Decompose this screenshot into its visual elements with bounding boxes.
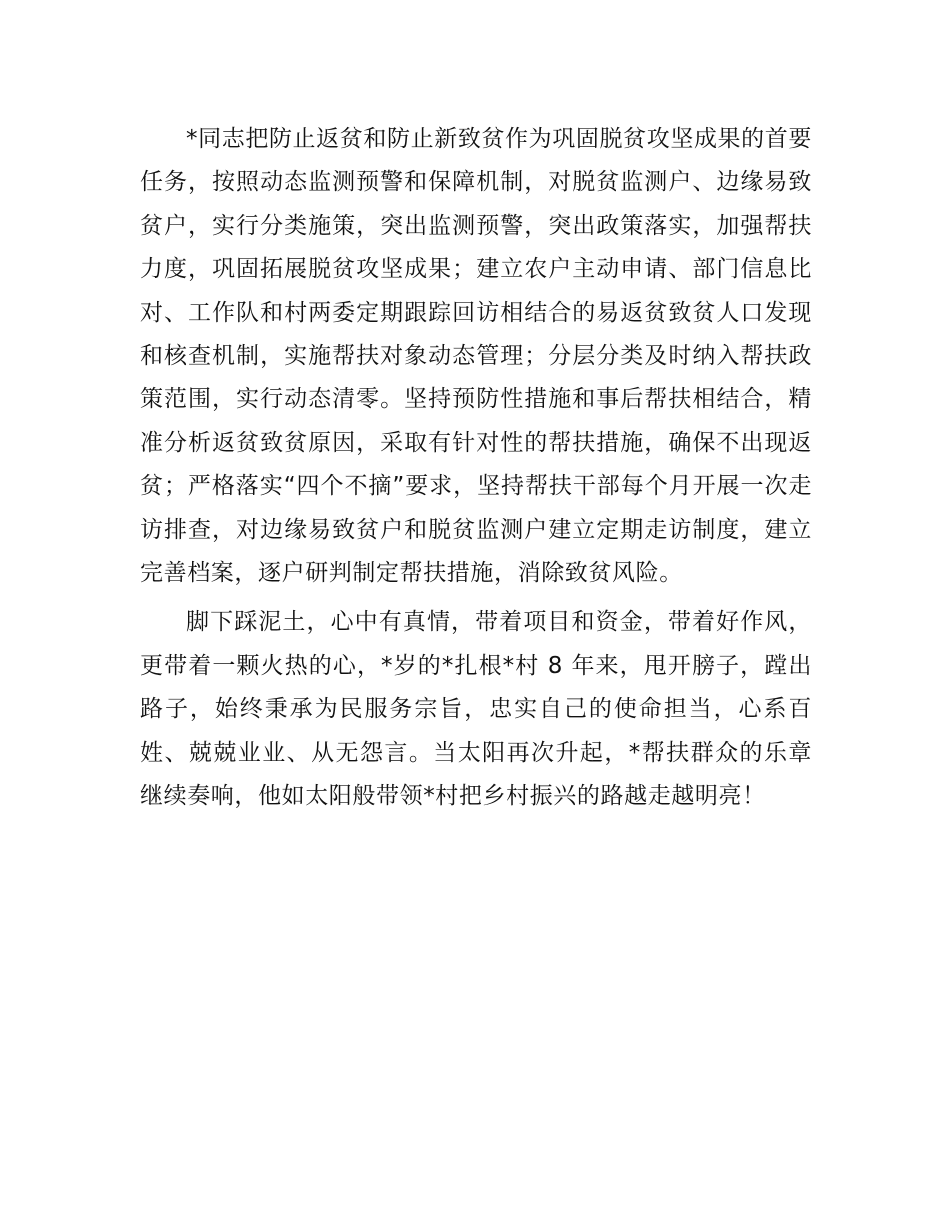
paragraph-1: *同志把防止返贫和防止新致贫作为巩固脱贫攻坚成果的首要任务，按照动态监测预警和保障机制，对脱贫监测户、边缘易致贫户，实行分类施策，突出监测预警，突出政策落实，加强帮扶力度，巩固拓展脱贫攻坚成果；建立农户主动申请、部门信息比对、工作队和村两委定期跟踪回访相结合的易返贫致贫人口发现和核查机制，实施帮扶对象动态管理；分层分类及时纳入帮扶政策范围，实行动态清零。坚持预防性措施和事后帮扶相结合，精准分析返贫致贫原因，采取有针对性的帮扶措施，确保不出现返贫；严格落实“四个不摘”要求，坚持帮扶干部每个月开展一次走访排查，对边缘易致贫户和脱贫监测户建立定期走访制度，建立完善档案，逐户研判制定帮扶措施，消除致贫风险。: [140, 126, 812, 587]
document-body: [140, 118, 812, 819]
paragraph-2: 脚下踩泥土，心中有真情，带着项目和资金，带着好作风，更带着一颗火热的心，*岁的*扎根*村 8 年来，甩开膀子，蹚出路子，始终秉承为民服务宗旨，忠实自己的使命担当，心系百姓、兢兢业业、从无怨言。当太阳再次升起，*帮扶群众的乐章继续奏响，他如太阳般带领*村把乡村振兴的路越走越明亮！: [140, 609, 812, 810]
